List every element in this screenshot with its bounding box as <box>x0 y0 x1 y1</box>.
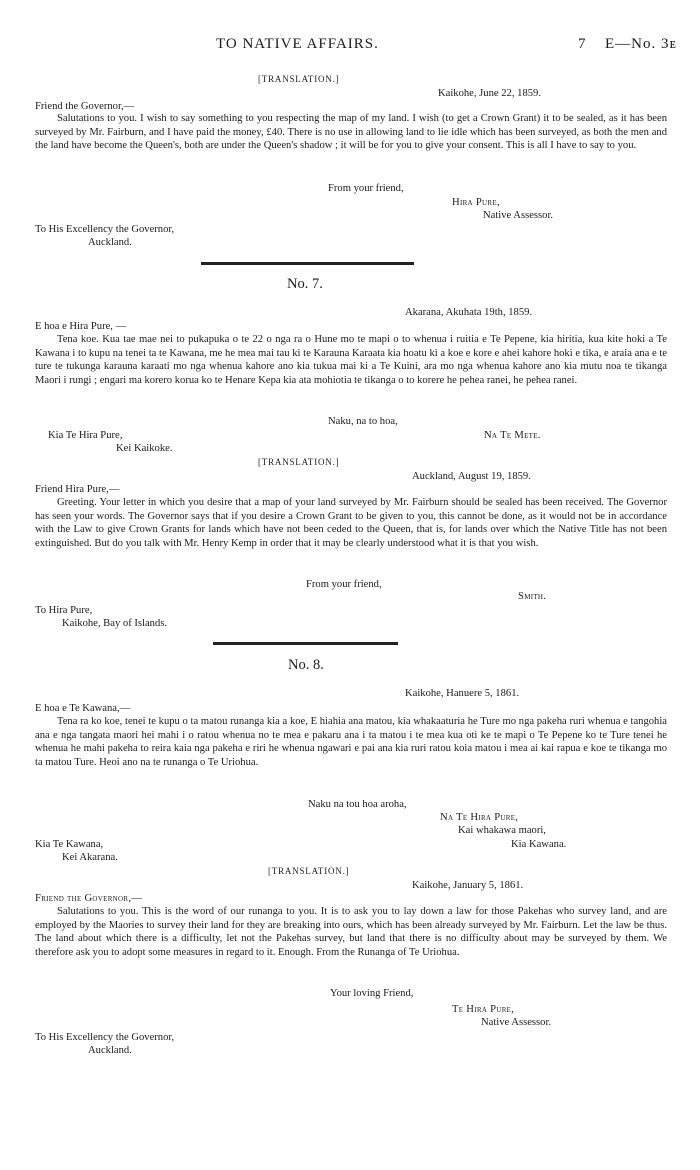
letter-closing: Your loving Friend, <box>330 988 414 999</box>
letter-signature: Na Te Mete. <box>484 430 541 441</box>
letter-body: Salutations to you. This is the word of our runanga to you. It is to ask you to lay down a law for those Pakehas who survey land, and are employed by the Maories to survey their land for they are breaking into ours, which has been already surveyed by Mr. Fairburn. Let the law be thus. The land about which there is a difficulty, let not the Pakehas survey, but land that there is no difficulty about may be surveyed by them. We therefore ask you to adopt some measures in regard to it. Enough. From the Runanga of Te Uriohua. <box>35 906 667 958</box>
letter-addressee-place: Kaikohe, Bay of Islands. <box>62 618 168 629</box>
letter-place-date: Kaikohe, Hanuere 5, 1861. <box>405 688 520 699</box>
running-header-title: TO NATIVE AFFAIRS. <box>216 36 379 52</box>
letter-addressee: Kia Te Hira Pure, <box>48 430 123 441</box>
letter-addressee: To Hira Pure, <box>35 605 93 616</box>
letter-addressee-place: Auckland. <box>88 237 132 248</box>
letter-addressee-place: Kei Akarana. <box>62 852 118 863</box>
letter-addressee: Kia Te Kawana, <box>35 839 104 850</box>
letter-salutation: E hoa e Hira Pure, — <box>35 321 127 332</box>
letter-closing: From your friend, <box>306 579 382 590</box>
section-number: No. 8. <box>288 657 324 673</box>
letter-closing: From your friend, <box>328 183 404 194</box>
letter-salutation: Friend Hira Pure,— <box>35 484 120 495</box>
translation-label: [TRANSLATION.] <box>258 457 340 467</box>
translation-label: [TRANSLATION.] <box>268 866 350 876</box>
letter-addressee-place: Auckland. <box>88 1045 132 1056</box>
letter-signature-line: Kai whakawa maori, <box>458 825 546 836</box>
letter-body: Tena koe. Kua tae mae nei to pukapuka o te 22 o nga ra o Hune mo te mapi o to whenua i ruitia e Te Pepene, kia hiritia, kua kite hoki a Te Kawana i to kupu na tenei ta te Kawana, me he mea mai tau ki te Karauna Karaata kia hoatu ki a koe e kore e ahei kahore hoki e tika, e araia ana e te ture te tukunga karauna karaati mo nga whenua kahore ano kia tukua mai ki a Te Kuini, ara mo nga whenua kahore ano kia mutu noa te tikanga Maori i rungi ; engari ma korero korua ko te Henare Kepa kia ata mohiotia te tikanga o to korere he pehea ranei, he pehea ranei. <box>35 334 667 386</box>
translation-label: [TRANSLATION.] <box>258 74 340 84</box>
letter-signature-title: Native Assessor. <box>481 1017 552 1028</box>
letter-signature-title: Native Assessor. <box>483 210 554 221</box>
letter-place-date: Auckland, August 19, 1859. <box>412 471 531 482</box>
letter-signature: Te Hira Pure, <box>452 1004 515 1015</box>
letter-body: Salutations to you. I wish to say something to you respecting the map of my land. I wish (to get a Crown Grant) it to be sealed, as it has been surveyed by Mr. Fairburn, and I have paid the money, £40. There is no use in allowing land to lie idle which has been surveyed, as both the men and the land have become the Queen's, both are under the Queen's shadow ; it will be for you to give your consent. This is all I have to say to you. <box>35 113 667 151</box>
letter-salutation: E hoa e Te Kawana,— <box>35 703 131 714</box>
letter-signature: Na Te Hira Pure, <box>440 812 519 823</box>
letter-addressee: To His Excellency the Governor, <box>35 224 175 235</box>
page-number: 7 <box>578 36 587 52</box>
letter-place-date: Kaikohe, January 5, 1861. <box>412 880 524 891</box>
letter-body: Tena ra ko koe, tenei te kupu o ta matou runanga kia a koe, E hiahia ana matou, kia whakaaturia he Ture mo nga pakeha ruri whenua e tangohia ana e nga tangata maori hei mahi i o ratou whenua no te mea e pakaru ana i ta matou i te mea kua oti ke te mapi o Te Pepene ko te Ture tenei he whenua he mahi pakeha to reira kaia nga pakeha e riri he whenua ngawari e pai ana kia ruri ratou koia matou i mea ai kai rapua e koe te tikanga mo ta matou Ture. Heoi ano na te runanga o Te Uriohua. <box>35 716 667 768</box>
letter-salutation: Friend the Governor,— <box>35 893 143 904</box>
letter-salutation: Friend the Governor,— <box>35 101 135 112</box>
letter-addressee-place: Kei Kaikoke. <box>116 443 173 454</box>
letter-signature: Smith. <box>518 591 547 602</box>
letter-signature: Hira Pure, <box>452 197 500 208</box>
letter-place-date: Akarana, Akuhata 19th, 1859. <box>405 307 533 318</box>
section-divider <box>213 642 398 645</box>
letter-place-date: Kaikohe, June 22, 1859. <box>438 88 541 99</box>
letter-signature-line: Kia Kawana. <box>511 839 567 850</box>
section-divider <box>201 262 414 265</box>
document-reference: E—No. 3ᴇ <box>605 36 678 52</box>
letter-closing: Naku na tou hoa aroha, <box>308 799 407 810</box>
letter-closing: Naku, na to hoa, <box>328 416 398 427</box>
letter-addressee: To His Excellency the Governor, <box>35 1032 175 1043</box>
letter-body: Greeting. Your letter in which you desire that a map of your land surveyed by Mr. Fairburn should be sealed has been received. The Governor has seen your words. The Governor says that if you desire a Crown Grant to be given to you, this cannot be done, as it would not be in accordance with the Law to give Crown Grants for lands which have not been ceded to the Queen, that is, for lands over which the Native Title has not been extinguished. But do you talk with Mr. Henry Kemp in order that it may be clearly understood what it is that you wish. <box>35 497 667 549</box>
section-number: No. 7. <box>287 276 323 292</box>
